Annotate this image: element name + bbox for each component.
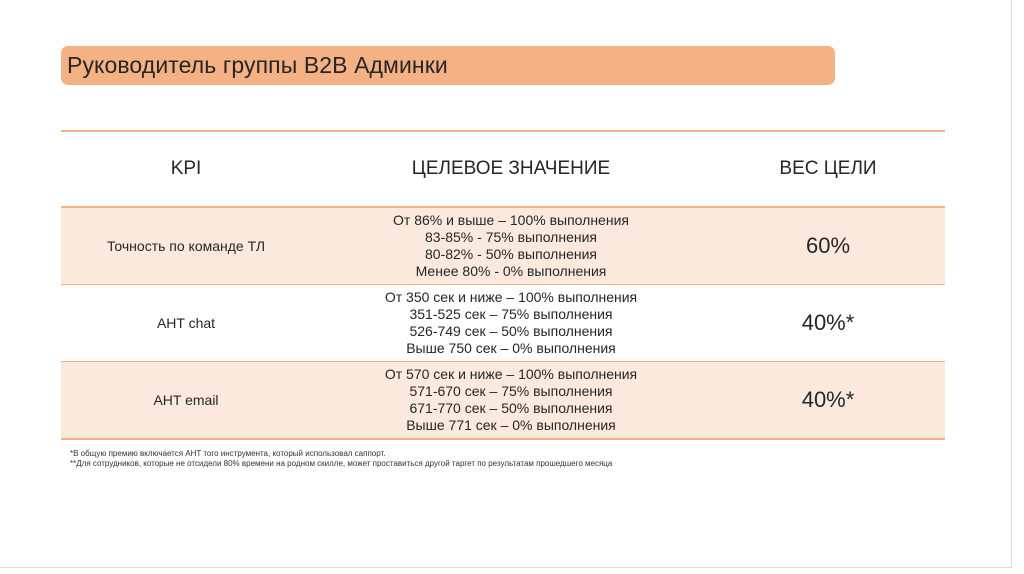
table-row: [61, 362, 945, 438]
target-line: 351-525 сек – 75% выполнения: [409, 306, 613, 322]
target-line: От 86% и выше – 100% выполнения: [393, 212, 629, 228]
footnotes: [70, 449, 612, 469]
header-goal-weight: ВЕС ЦЕЛИ: [779, 158, 877, 179]
target-values: [311, 289, 711, 357]
goal-weight: 40%*: [801, 310, 855, 335]
table-header-row: [61, 132, 945, 208]
header-kpi: KPI: [170, 158, 202, 179]
target-line: Выше 750 сек – 0% выполнения: [406, 340, 616, 356]
target-line: 80-82% - 50% выполнения: [425, 246, 597, 262]
header-target-value: ЦЕЛЕВОЕ ЗНАЧЕНИЕ: [411, 158, 611, 179]
target-line: 671-770 сек – 50% выполнения: [409, 400, 613, 416]
target-line: От 350 сек и ниже – 100% выполнения: [384, 289, 638, 305]
target-line: Выше 771 сек – 0% выполнения: [406, 417, 616, 433]
kpi-name: AHT chat: [156, 315, 216, 331]
kpi-name: Точность по команде ТЛ: [106, 238, 266, 254]
page-title: Руководитель группы B2B Админки: [67, 52, 448, 78]
target-line: 83-85% - 75% выполнения: [425, 229, 597, 245]
target-values: [311, 366, 711, 434]
kpi-table: [61, 130, 945, 440]
table-row: [61, 285, 945, 362]
target-line: От 570 сек и ниже – 100% выполнения: [384, 366, 638, 382]
footnote: **Для сотрудников, которые не отсидели 80% времени на родном скилле, может проставиться другой таргет по результатам прошедшего месяца: [70, 459, 613, 468]
goal-weight: 60%: [805, 233, 851, 258]
table-row: [61, 208, 945, 285]
kpi-name: AHT email: [153, 392, 219, 408]
footnote: *В общую премию включается AHT того инструмента, который использовал саппорт.: [70, 449, 386, 458]
target-line: 571-670 сек – 75% выполнения: [409, 383, 613, 399]
goal-weight: 40%*: [801, 387, 855, 412]
target-line: 526-749 сек – 50% выполнения: [409, 323, 613, 339]
title-bar: [61, 46, 835, 85]
target-values: [311, 212, 711, 280]
target-line: Менее 80% - 0% выполнения: [415, 263, 607, 279]
